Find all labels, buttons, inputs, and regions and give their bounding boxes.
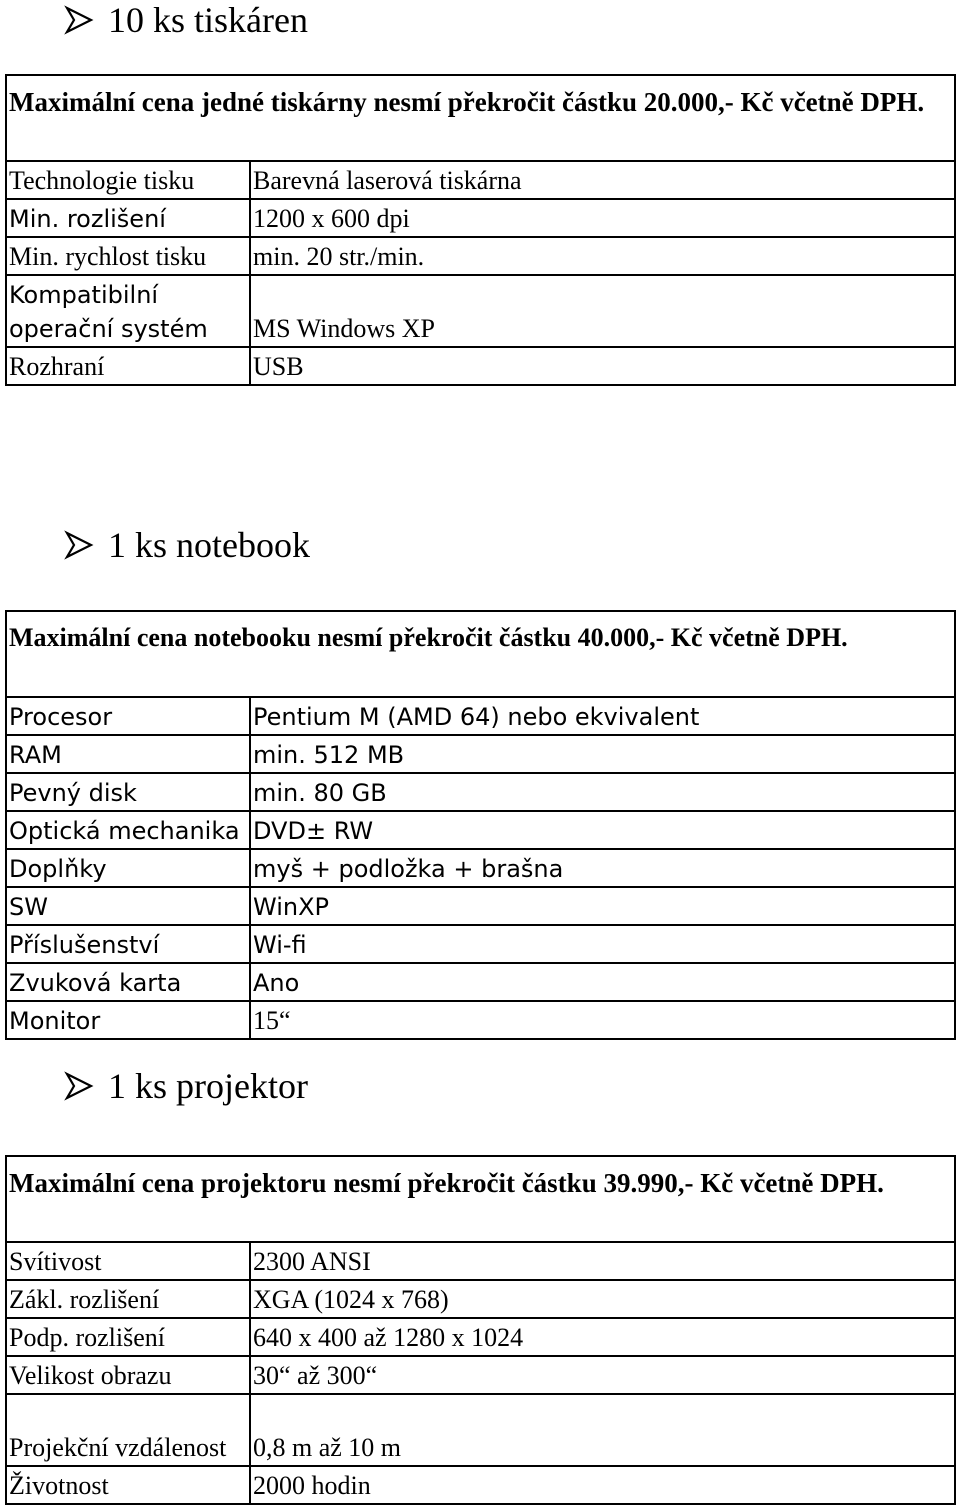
spec-label: Technologie tisku — [6, 161, 250, 199]
spec-label: Optická mechanika — [6, 811, 250, 849]
spec-value: Barevná laserová tiskárna — [250, 161, 955, 199]
table-row — [6, 1001, 955, 1039]
spec-label: Kompatibilní operační systém — [6, 275, 250, 347]
price-limit-note: Maximální cena projektoru nesmí překročit částku 39.990,- Kč včetně DPH. — [6, 1156, 955, 1242]
table-row — [6, 1280, 955, 1318]
table-row — [6, 849, 955, 887]
spec-label: Životnost — [6, 1466, 250, 1504]
spec-value: 15“ — [250, 1001, 955, 1039]
table-row — [6, 611, 955, 697]
spec-label: Podp. rozlišení — [6, 1318, 250, 1356]
spec-label: Svítivost — [6, 1242, 250, 1280]
notebook-spec-table — [5, 610, 956, 1040]
table-row — [6, 925, 955, 963]
table-row — [6, 963, 955, 1001]
spec-label: Min. rozlišení — [6, 199, 250, 237]
spec-value: 640 x 400 až 1280 x 1024 — [250, 1318, 955, 1356]
price-limit-note: Maximální cena notebooku nesmí překročit částku 40.000,- Kč včetně DPH. — [6, 611, 955, 697]
spec-value: 2300 ANSI — [250, 1242, 955, 1280]
spec-value: min. 80 GB — [250, 773, 955, 811]
table-row — [6, 697, 955, 735]
spec-label: Projekční vzdálenost — [6, 1394, 250, 1466]
spec-label: Pevný disk — [6, 773, 250, 811]
section-heading-notebook — [64, 525, 310, 565]
price-limit-note: Maximální cena jedné tiskárny nesmí překročit částku 20.000,- Kč včetně DPH. — [6, 75, 955, 161]
table-row — [6, 811, 955, 849]
spec-label: RAM — [6, 735, 250, 773]
spec-label: Procesor — [6, 697, 250, 735]
table-row — [6, 161, 955, 199]
table-row — [6, 75, 955, 161]
table-row — [6, 735, 955, 773]
spec-label: SW — [6, 887, 250, 925]
spec-value: min. 20 str./min. — [250, 237, 955, 275]
table-row — [6, 237, 955, 275]
spec-value: Pentium M (AMD 64) nebo ekvivalent — [250, 697, 955, 735]
spec-value: USB — [250, 347, 955, 385]
spec-value: 30“ až 300“ — [250, 1356, 955, 1394]
spec-value: MS Windows XP — [250, 275, 955, 347]
spec-label: Příslušenství — [6, 925, 250, 963]
table-row — [6, 887, 955, 925]
spec-label: Min. rychlost tisku — [6, 237, 250, 275]
table-row — [6, 1318, 955, 1356]
table-row — [6, 1156, 955, 1242]
heading-text: 1 ks notebook — [108, 525, 310, 565]
heading-text: 10 ks tiskáren — [108, 0, 308, 40]
spec-value: Ano — [250, 963, 955, 1001]
spec-value: 1200 x 600 dpi — [250, 199, 955, 237]
table-row — [6, 773, 955, 811]
printer-spec-table — [5, 74, 956, 386]
spec-label: Velikost obrazu — [6, 1356, 250, 1394]
projector-spec-table — [5, 1155, 956, 1505]
spec-label: Doplňky — [6, 849, 250, 887]
arrow-bullet-icon — [64, 1071, 94, 1101]
arrow-bullet-icon — [64, 530, 94, 560]
arrow-bullet-icon — [64, 5, 94, 35]
spec-value: WinXP — [250, 887, 955, 925]
table-row — [6, 199, 955, 237]
spec-label: Zvuková karta — [6, 963, 250, 1001]
table-row — [6, 275, 955, 347]
spec-value: 2000 hodin — [250, 1466, 955, 1504]
spec-label: Rozhraní — [6, 347, 250, 385]
spec-label: Monitor — [6, 1001, 250, 1039]
spec-value: 0,8 m až 10 m — [250, 1394, 955, 1466]
table-row — [6, 1466, 955, 1504]
spec-label: Zákl. rozlišení — [6, 1280, 250, 1318]
spec-value: myš + podložka + brašna — [250, 849, 955, 887]
spec-value: DVD± RW — [250, 811, 955, 849]
table-row — [6, 1356, 955, 1394]
section-heading-projector — [64, 1066, 308, 1106]
heading-text: 1 ks projektor — [108, 1066, 308, 1106]
table-row — [6, 347, 955, 385]
table-row — [6, 1242, 955, 1280]
table-row — [6, 1394, 955, 1466]
spec-value: Wi-fi — [250, 925, 955, 963]
spec-value: min. 512 MB — [250, 735, 955, 773]
spec-value: XGA (1024 x 768) — [250, 1280, 955, 1318]
section-heading-printers — [64, 0, 308, 40]
